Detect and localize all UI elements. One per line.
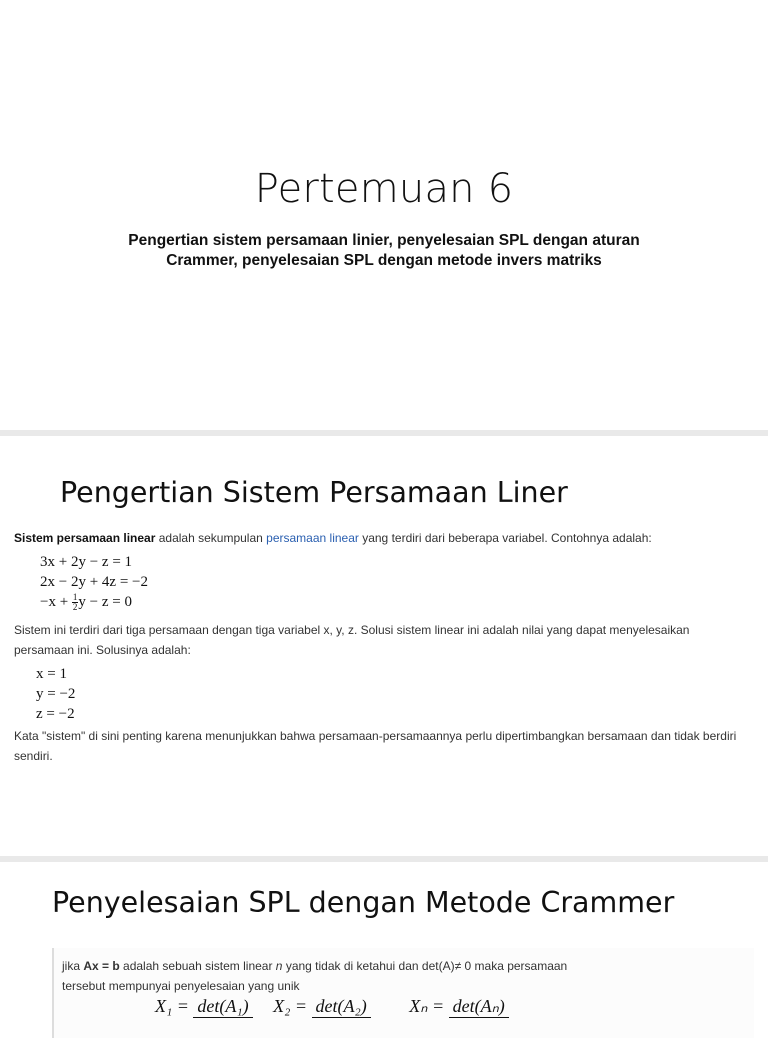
- x1-numerator: det(A₁): [193, 996, 252, 1018]
- formula-xn: [409, 996, 508, 1018]
- equation-2: 2x − 2y + 4z = −2: [40, 574, 148, 590]
- cramer-line-2: tersebut mempunyai penyelesaian yang unik: [62, 979, 300, 993]
- ax-equals-b: Ax = b: [83, 959, 120, 973]
- slide-title: Pengertian Sistem Persamaan Liner: [60, 476, 568, 509]
- xn-numerator: det(Aₙ): [449, 996, 509, 1018]
- persamaan-linear-link[interactable]: persamaan linear: [266, 531, 359, 545]
- solution-z: z = −2: [36, 706, 75, 722]
- equation-3-part-a: −x +: [40, 594, 72, 610]
- solution-x: x = 1: [36, 666, 67, 682]
- subtitle-line-1: Pengertian sistem persamaan linier, penyelesaian SPL dengan aturan: [128, 232, 640, 249]
- solution-y: y = −2: [36, 686, 76, 702]
- fraction-numerator: 1: [72, 592, 78, 603]
- x2-numerator: det(A₂): [312, 996, 371, 1018]
- slide-title: Pertemuan 6: [254, 166, 514, 212]
- cramer-line-1: [62, 956, 742, 976]
- cramer-formula: [155, 996, 525, 1018]
- explanation-line-2: persamaan ini. Solusinya adalah:: [14, 643, 191, 657]
- equation-3: [40, 592, 148, 612]
- note-line-2: sendiri.: [14, 749, 53, 763]
- explanation-paragraph: [14, 620, 754, 660]
- definition-slide: [0, 436, 768, 856]
- slide-subtitle: [100, 231, 668, 271]
- solution-set: [36, 664, 75, 724]
- cramer-slide: [0, 862, 768, 1024]
- formula-x2: [273, 996, 371, 1018]
- xn-lhs: Xₙ =: [409, 996, 445, 1016]
- text-fragment: yang tidak di ketahui dan det(A)≠ 0 maka persamaan: [282, 959, 568, 973]
- explanation-line-1: Sistem ini terdiri dari tiga persamaan dengan tiga variabel x, y, z. Solusi sistem linear ini adalah nilai yang dapat menyelesaikan: [14, 623, 690, 637]
- x1-lhs: X₁ =: [155, 996, 189, 1016]
- note-line-1: Kata "sistem" di sini penting karena menunjukkan bahwa persamaan-persamaannya perlu dipertimbangkan bersamaan dan tidak berdiri: [14, 729, 737, 743]
- term-bold: Sistem persamaan linear: [14, 531, 156, 545]
- equation-1: 3x + 2y − z = 1: [40, 554, 133, 570]
- intro-text-2: yang terdiri dari beberapa variabel. Contohnya adalah:: [358, 531, 652, 545]
- text-fragment: jika: [62, 959, 84, 973]
- subtitle-line-2: Crammer, penyelesaian SPL dengan metode invers matriks: [166, 252, 602, 269]
- cramer-definition-box: [52, 948, 754, 1038]
- system-note-paragraph: [14, 726, 754, 766]
- text-fragment: adalah sebuah sistem linear: [119, 959, 276, 973]
- variable-n: n: [275, 959, 283, 973]
- title-slide: [0, 0, 768, 430]
- intro-paragraph: [14, 528, 754, 548]
- intro-text-1: adalah sekumpulan: [155, 531, 267, 545]
- fraction-denominator: 2: [72, 602, 78, 613]
- equation-system: [40, 552, 148, 612]
- formula-x1: [155, 996, 253, 1018]
- slide-title: Penyelesaian SPL dengan Metode Crammer: [52, 886, 675, 919]
- x2-lhs: X₂ =: [273, 996, 308, 1016]
- equation-3-part-b: y − z = 0: [78, 594, 132, 610]
